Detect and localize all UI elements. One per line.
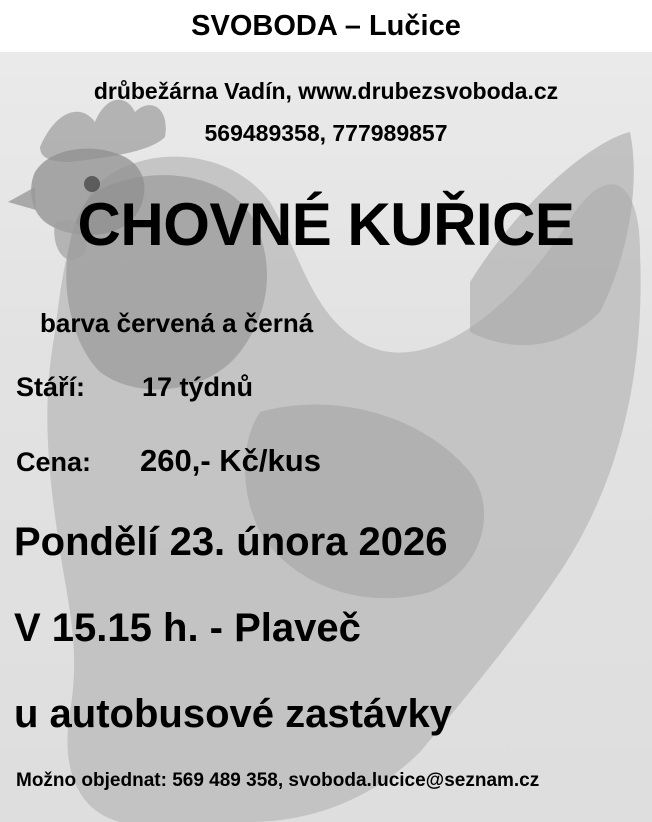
headline: CHOVNÉ KUŘICE xyxy=(77,191,575,258)
sale-time-place: V 15.15 h. - Plaveč xyxy=(14,606,361,650)
sale-location: u autobusové zastávky xyxy=(14,692,452,736)
phone-numbers: 569489358, 777989857 xyxy=(204,120,448,146)
farm-website-line: drůbežárna Vadín, www.drubezsvoboda.cz xyxy=(93,78,559,104)
color-description: barva červená a černá xyxy=(40,308,314,338)
age-value: 17 týdnů xyxy=(142,372,254,402)
price-label: Cena: xyxy=(16,447,92,477)
sale-date: Pondělí 23. února 2026 xyxy=(14,520,448,564)
age-label: Stáří: xyxy=(16,372,86,402)
brand-title: SVOBODA – Lučice xyxy=(191,10,461,42)
order-contact: Možno objednat: 569 489 358, svoboda.lucice@seznam.cz xyxy=(16,770,540,791)
price-value: 260,- Kč/kus xyxy=(140,443,321,478)
